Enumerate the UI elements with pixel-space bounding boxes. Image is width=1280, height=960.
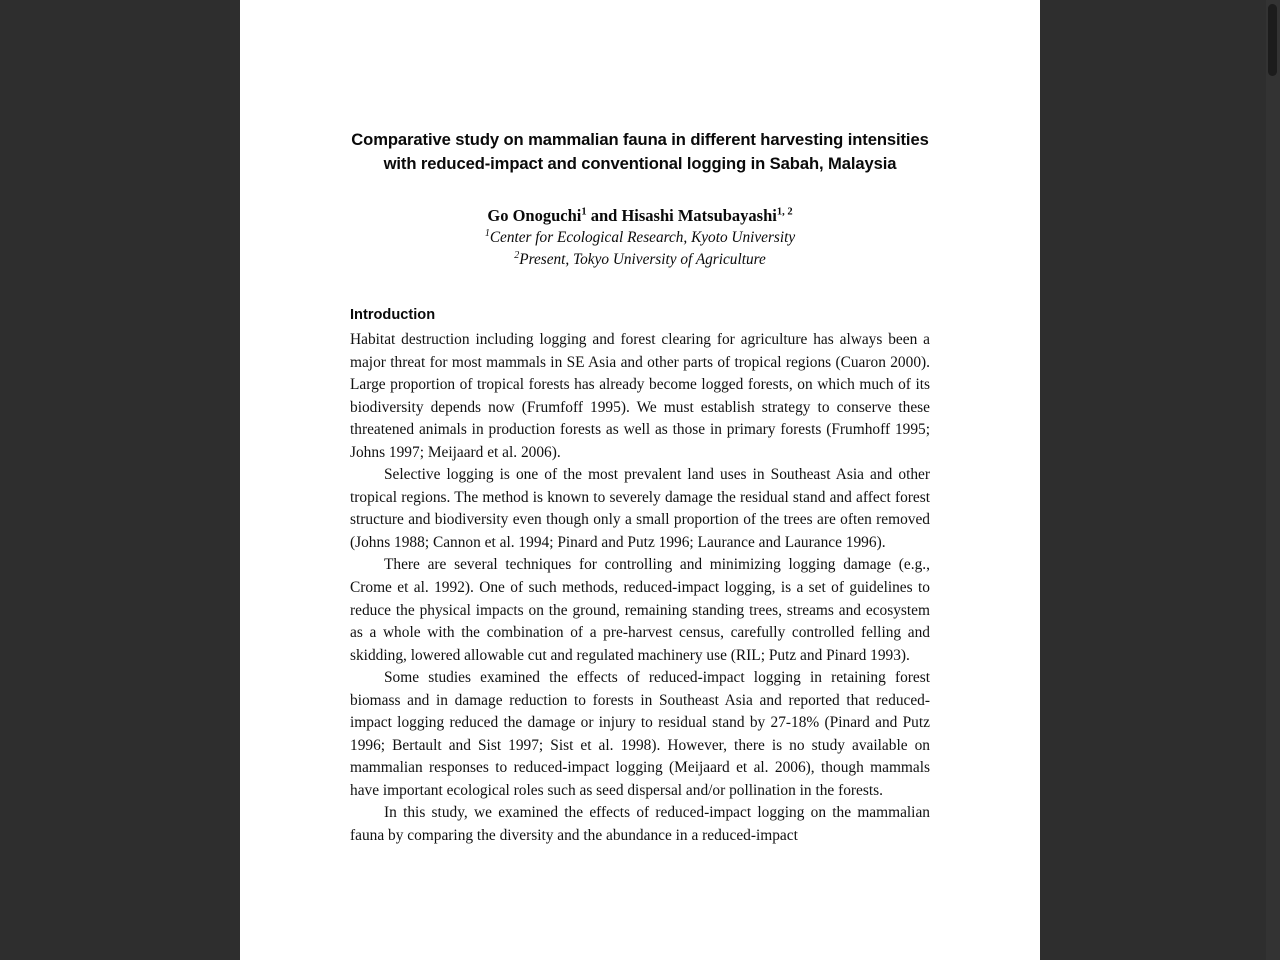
affiliation-1: $^1$Center for Ecological Research, Kyoto University [484,227,796,246]
page-content-column [350,0,930,848]
vertical-scrollbar[interactable] [1266,0,1280,960]
body-paragraph: There are several techniques for controlling and minimizing logging damage (e.g., Crome et al. 1992). One of such methods, reduced-impact logging, is a set of guidelines to reduce the physical impacts on the ground, remaining standing trees, streams and ecosystem as a whole with the combination of a pre-harvest census, carefully controlled felling and skidding, lowered allowable cut and regulated machinery use (RIL; Putz and Pinard 1993). [350,556,930,664]
section-heading-introduction: Introduction [350,307,436,323]
body-paragraph: Some studies examined the effects of reduced-impact logging in retaining forest biomass and in damage reduction to forests in Southeast Asia and reported that reduced-impact logging reduced the damage or injury to residual stand by 27-18% (Pinard and Putz 1996; Bertault and Sist 1997; Sist et al. 1998). However, there is no study available on mammalian responses to reduced-impact logging (Meijaard et al. 2006), though mammals have important ecological roles such as seed dispersal and/or pollination in the forests. [350,669,930,799]
scrollbar-thumb[interactable] [1268,4,1277,76]
body-paragraph: Selective logging is one of the most prevalent land uses in Southeast Asia and other tropical regions. The method is known to severely damage the residual stand and affect forest structure and biodiversity even though only a small proportion of the trees are often removed (Johns 1988; Cannon et al. 1994; Pinard and Putz 1996; Laurance and Laurance 1996). [350,466,930,551]
affiliation-2: $^2$Present, Tokyo University of Agriculture [514,249,766,268]
body-paragraph: In this study, we examined the effects of reduced-impact logging on the mammalian fauna by comparing the diversity and the abundance in a reduced-impact [350,804,930,845]
page-title: Comparative study on mammalian fauna in different harvesting intensities with reduced-impact and conventional logging in Sabah, Malaysia [351,130,929,173]
author-list: Go Onoguchi$^1$ and Hisashi Matsubayashi$^{1, 2}$ [487,206,793,225]
body-paragraph: Habitat destruction including logging and forest clearing for agriculture has always been a major threat for most mammals in SE Asia and other parts of tropical regions (Cuaron 2000). Large proportion of tropical forests has already become logged forests, on which much of its biodiversity depends now (Frumfoff 1995). We must establish strategy to conserve these threatened animals in production forests as well as those in primary forests (Frumhoff 1995; Johns 1997; Meijaard et al. 2006). [350,331,930,461]
document-page [240,0,1040,960]
